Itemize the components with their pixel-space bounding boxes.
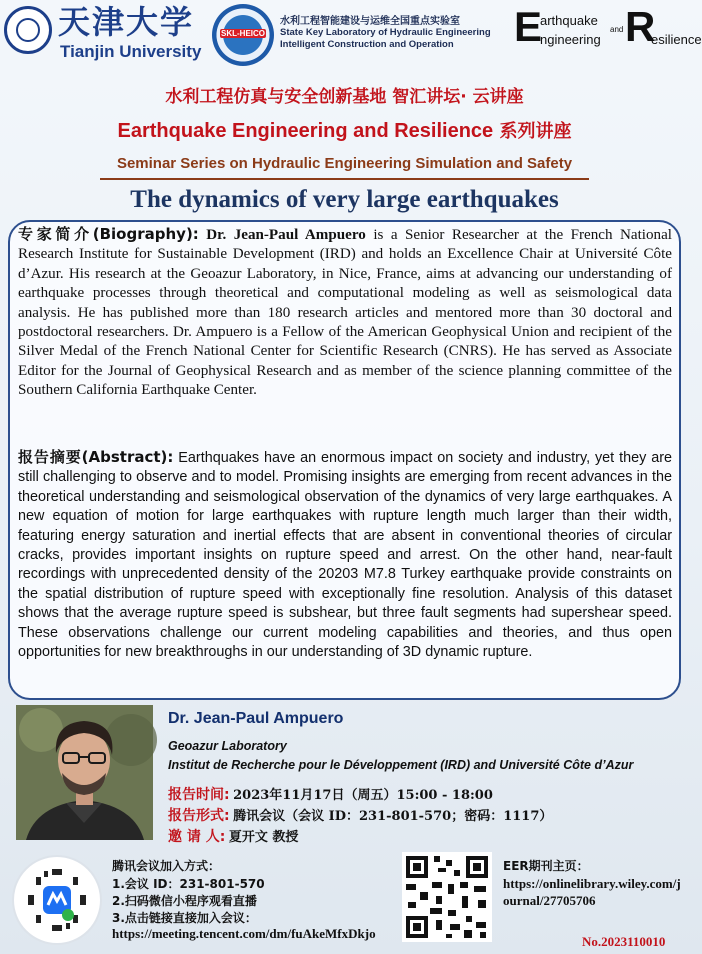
speaker-lab: Geoazur Laboratory	[168, 739, 287, 753]
talk-format-value: 腾讯会议（会议 ID：231-801-570；密码：1117）	[233, 809, 553, 824]
speaker-institution: Institut de Recherche pour le Développement (IRD) and Université Côte d’Azur	[168, 758, 634, 772]
biography-heading: 专家简介(Biography):	[18, 225, 199, 243]
eer-logo-e: E	[514, 3, 543, 50]
lab-name-en: State Key Laboratory of Hydraulic Engineering Intelligent Construction and Operation	[280, 27, 491, 50]
speaker-photo	[16, 705, 153, 840]
eer-logo-r: R	[625, 3, 656, 50]
join-step-3: 3.点击链接直接加入会议：	[112, 911, 257, 925]
talk-format	[168, 805, 552, 825]
eer-journal-qr-code-icon[interactable]	[402, 852, 492, 942]
eer-logo-esilience: esilience	[651, 32, 702, 47]
talk-time-label: 报告时间:	[168, 787, 230, 803]
seminar-number: No.2023110010	[582, 934, 666, 949]
eer-logo-ngineering: ngineering	[540, 32, 601, 47]
meeting-link[interactable]: https://meeting.tencent.com/dm/fuAkeMfxDkjo	[112, 926, 376, 941]
eer-logo-and: and	[610, 25, 624, 34]
abstract-text: Earthquakes have an enormous impact on society and industry, yet they are still challenging to observe and to model. Promising insights are emerging from recent advances in the theoretical understanding and seismological observation of the dynamics of very large earthquakes. A new equation of motion for large earthquakes with rupture length much larger than their width, featuring energy saturation and inertial effects that are absent in conventional theories of circular cracks, provides important insights on rupture speed and arrest. On the other hand, near-fault recordings with unprecedented density of the 20203 M7.8 Turkey earthquake provide constraints on the spatial distribution of rupture speed with exceptionally fine resolution. Analysis of this dataset shows that the average rupture speed is subshear, but three fault segments had supershear speed. These observations challenge our current modeling capabilities and theories, and thus open opportunities for new breakthroughs in our understanding of 3D dynamic rupture.	[18, 450, 672, 661]
join-step-1: 1.会议 ID：231-801-570	[112, 877, 265, 891]
speaker-name: Dr. Jean-Paul Ampuero	[168, 710, 344, 727]
series-title-suffix-cn: 系列讲座	[493, 121, 572, 142]
talk-host	[168, 826, 298, 846]
talk-host-label: 邀 请 人:	[168, 829, 226, 845]
series-title-cn: 水利工程仿真与安全创新基地 智汇讲坛· 云讲座	[165, 87, 524, 107]
eer-journal-label: EER期刊主页：	[503, 859, 589, 873]
join-title: 腾讯会议加入方式：	[112, 859, 221, 873]
biography-paragraph	[18, 225, 672, 401]
lab-name-cn: 水利工程智能建设与运维全国重点实验室	[280, 16, 460, 27]
title-divider	[100, 178, 589, 180]
join-step-2: 2.扫码微信小程序观看直播	[112, 894, 257, 908]
university-name-en: Tianjin University	[60, 42, 202, 61]
biography-speaker-name: Dr. Jean-Paul Ampuero	[206, 227, 366, 243]
seminar-series-subtitle: Seminar Series on Hydraulic Engineering Simulation and Safety	[116, 155, 573, 172]
eer-journal-logo	[514, 3, 702, 60]
lab-logo-badge: SKL-HEICO	[221, 29, 265, 38]
state-key-lab-logo-icon	[212, 4, 274, 66]
talk-host-value: 夏开文 教授	[228, 830, 299, 845]
talk-time-value: 2023年11月17日（周五）15:00 - 18:00	[233, 788, 493, 803]
eer-logo-arthquake: arthquake	[540, 13, 598, 28]
university-name-cn: 天津大学	[58, 3, 195, 41]
eer-journal-url[interactable]: https://onlinelibrary.wiley.com/journal/27705706	[503, 876, 681, 908]
meeting-miniprogram-code-icon[interactable]	[12, 855, 102, 945]
series-title-en-text: Earthquake Engineering and Resilience	[117, 120, 494, 142]
talk-title: The dynamics of very large earthquakes	[130, 186, 559, 213]
abstract-heading: 报告摘要(Abstract):	[18, 448, 174, 466]
abstract-paragraph	[18, 448, 672, 662]
biography-text: is a Senior Researcher at the French National Research Institute for Sustainable Development (IRD) and holds an Excellence Chair at Université Côte d’Azur. His research at the Geoazur Laboratory, in Nice, France, aims at advancing our understanding of earthquake processes through theoretical and computational modeling as well as seismological data analysis. He has published more than 180 research articles and mentored more than 30 doctoral and postdoctoral researchers. Dr. Ampuero is a Fellow of the American Geophysical Union and recipient of the Silver Medal of the French National Center for Scientific Research (CNRS). He has served as Associate Editor for the Journal of Geophysical Research and as member of the science planning committee of the Southern California Earthquake Center.	[18, 227, 672, 399]
series-title-en	[0, 117, 689, 143]
talk-format-label: 报告形式:	[168, 808, 230, 824]
talk-time	[168, 784, 493, 804]
tianjin-university-seal-icon	[4, 6, 52, 54]
